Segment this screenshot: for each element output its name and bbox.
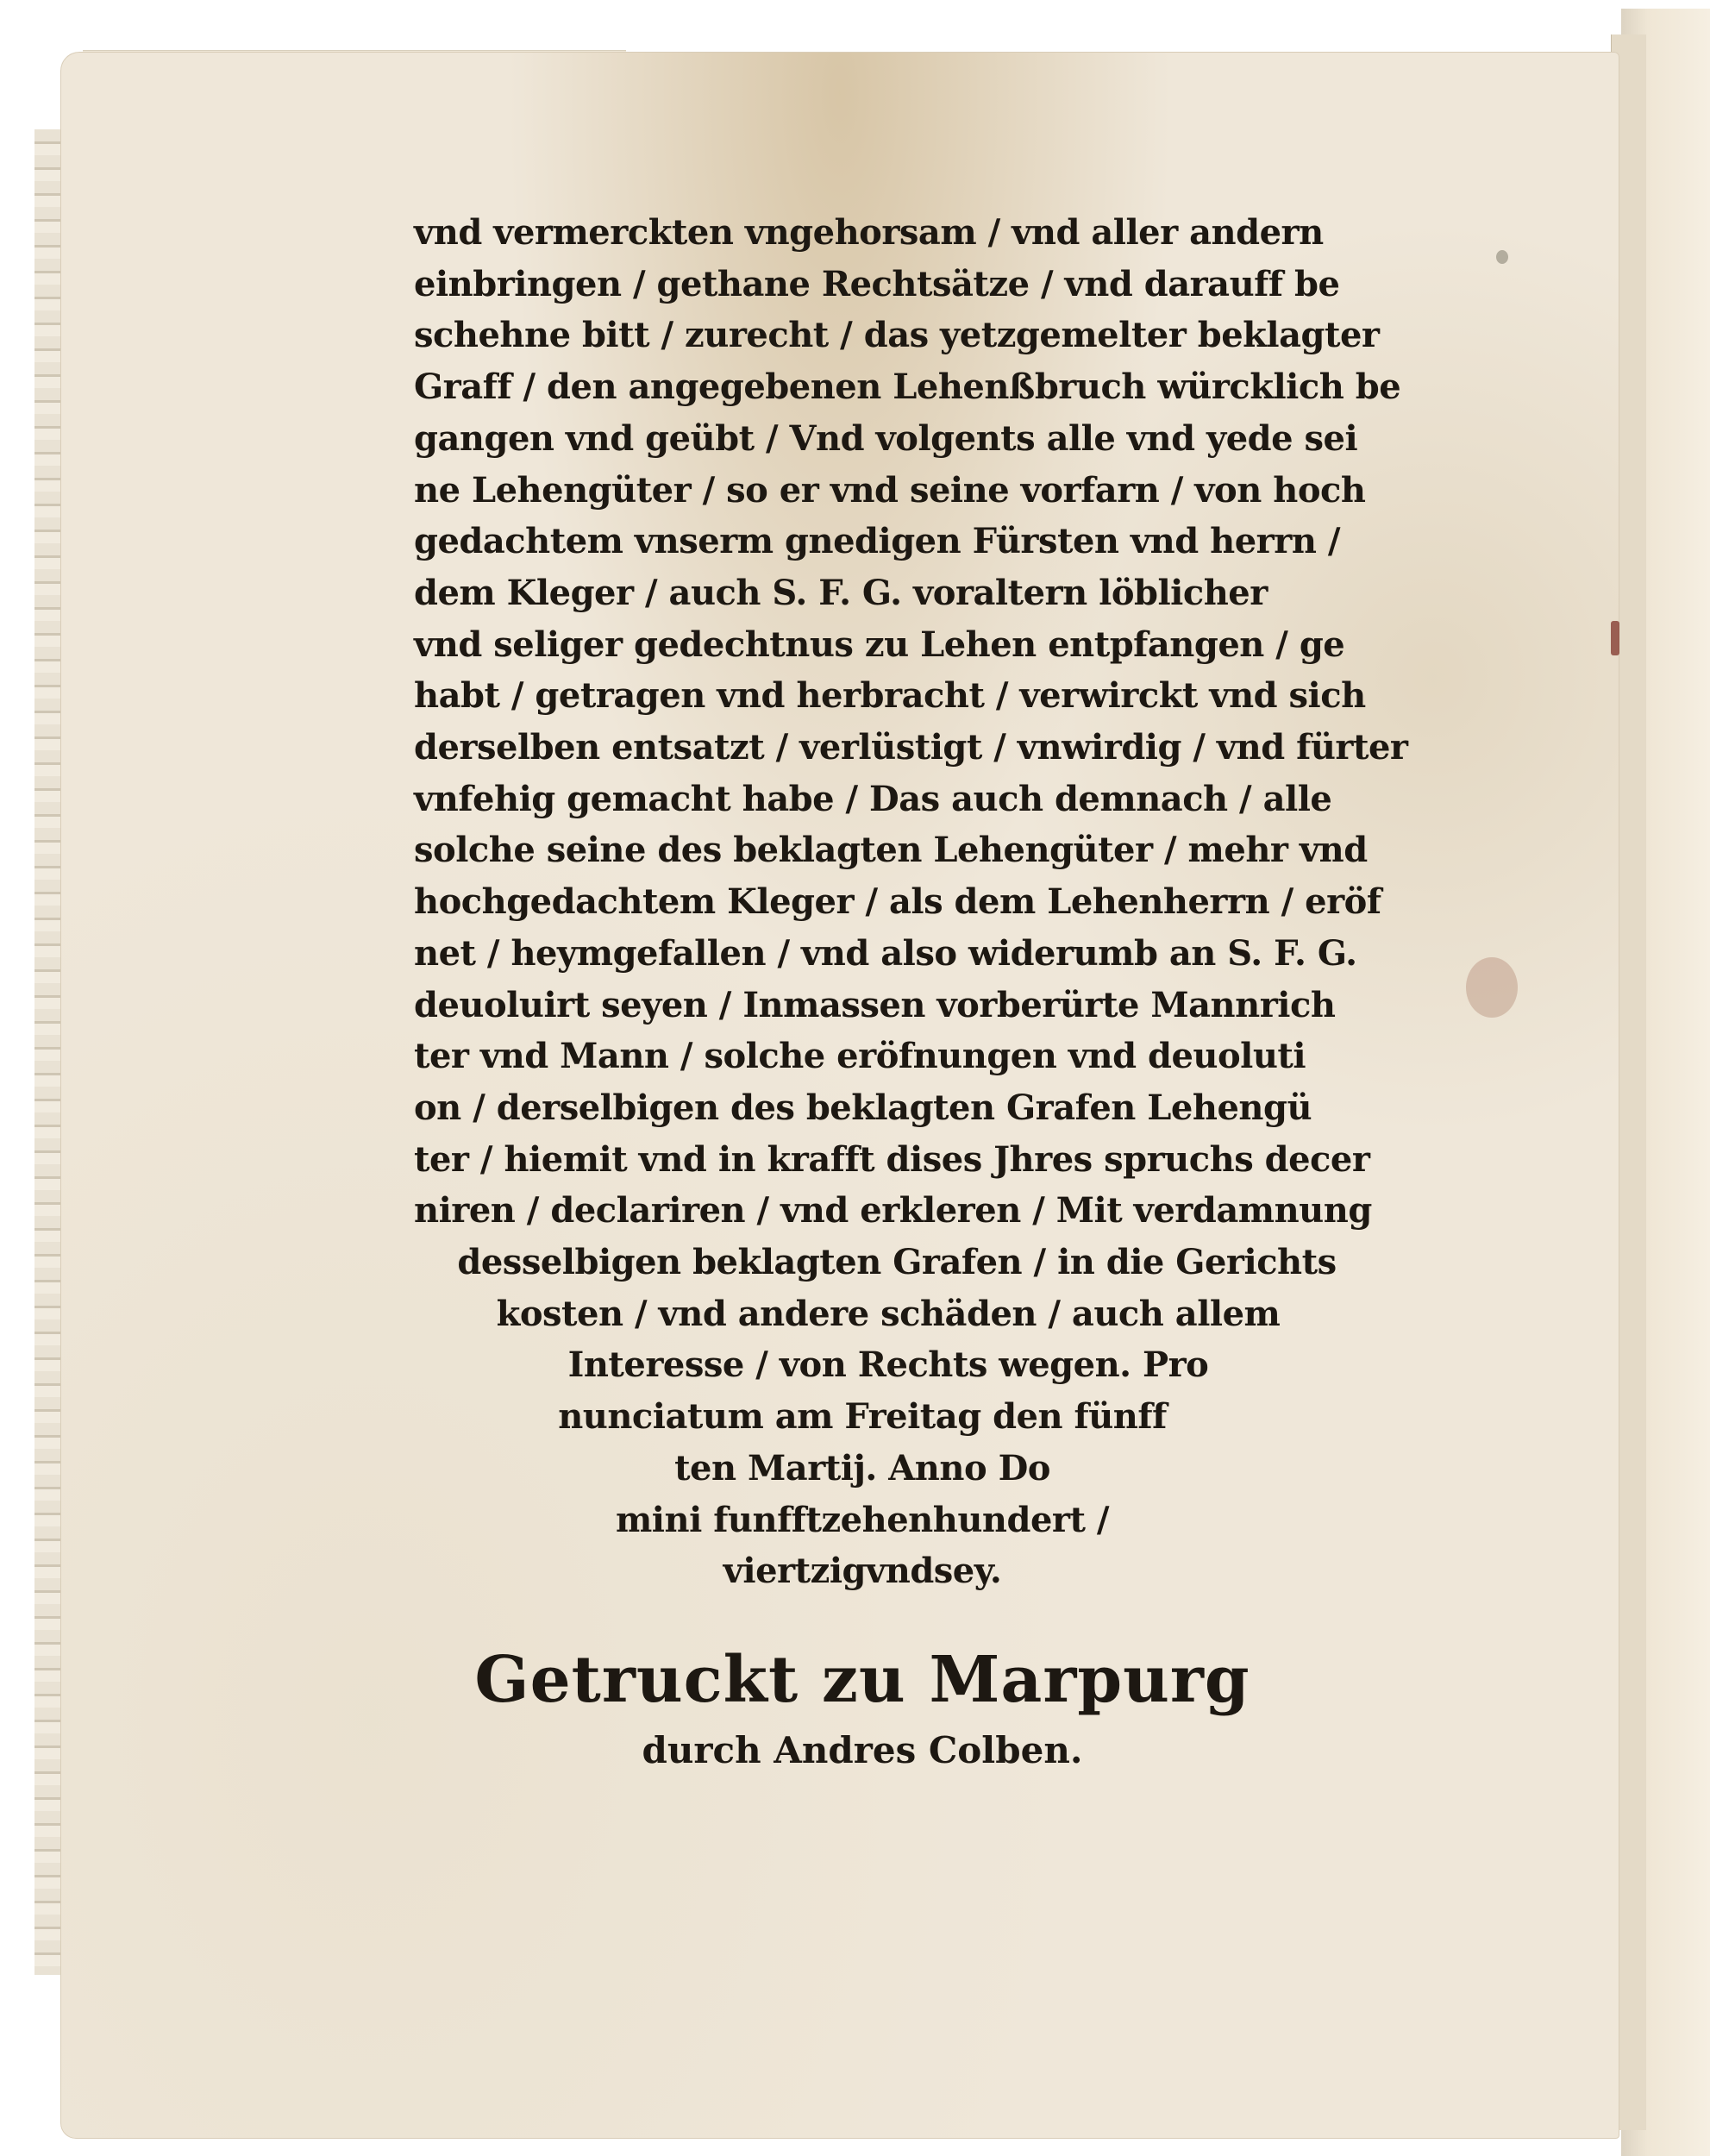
text-line: ter vnd Mann / solche eröfnungen vnd deuoluti xyxy=(414,1036,1306,1077)
text-line: ne Lehengüter / so er vnd seine vorfarn / von hoch xyxy=(414,469,1366,511)
text-line: Graff / den angegebenen Lehenßbruch würcklich be xyxy=(414,367,1401,408)
text-line: derselben entsatzt / verlüstigt / vnwirdig / vnd fürter xyxy=(414,727,1408,768)
text-line: desselbigen beklagten Grafen / in die Gerichts xyxy=(457,1242,1337,1283)
text-line: net / heymgefallen / vnd also widerumb an S. F. G. xyxy=(414,932,1357,974)
text-line: mini funfftzehenhundert / xyxy=(615,1499,1109,1540)
text-line: vnd seliger gedechtnus zu Lehen entpfangen / ge xyxy=(414,624,1345,665)
text-line: schehne bitt / zurecht / das yetzgemelter beklagter xyxy=(414,315,1380,356)
text-line: solche seine des beklagten Lehengüter / mehr vnd xyxy=(414,830,1368,871)
text-line: niren / declariren / vnd erkleren / Mit verdamnung xyxy=(414,1190,1372,1232)
body-text xyxy=(414,207,1500,1597)
text-line: einbringen / gethane Rechtsätze / vnd darauff be xyxy=(414,263,1340,304)
text-line: ter / hiemit vnd in krafft dises Jhres spruchs decer xyxy=(414,1138,1370,1180)
ink-stain xyxy=(1611,621,1619,655)
text-line: dem Kleger / auch S. F. G. voraltern löblicher xyxy=(414,572,1268,613)
text-line: hochgedachtem Kleger / als dem Lehenherrn / eröf xyxy=(414,881,1381,923)
imprint-title: Getruckt zu Marpurg xyxy=(474,1643,1250,1717)
text-line: vnd vermerckten vngehorsam / vnd aller andern xyxy=(414,212,1324,253)
text-line: ten Martij. Anno Do xyxy=(674,1447,1050,1489)
text-line: on / derselbigen des beklagten Grafen Lehengü xyxy=(414,1087,1312,1128)
text-line: Interesse / von Rechts wegen. Pro xyxy=(567,1344,1209,1386)
text-line: deuoluirt seyen / Inmassen vorberürte Mannrich xyxy=(414,984,1336,1025)
text-line: viertzigvndsey. xyxy=(723,1551,1002,1592)
text-line: vnfehig gemacht habe / Das auch demnach / alle xyxy=(414,778,1332,819)
imprint-printer: durch Andres Colben. xyxy=(642,1729,1083,1771)
text-line: nunciatum am Freitag den fünff xyxy=(558,1396,1167,1438)
text-line: gedachtem vnserm gnedigen Fürsten vnd herrn / xyxy=(414,521,1340,562)
text-line: habt / getragen vnd herbracht / verwirckt vnd sich xyxy=(414,675,1366,717)
text-line: gangen vnd geübt / Vnd volgents alle vnd yede sei xyxy=(414,417,1358,459)
text-line: kosten / vnd andere schäden / auch allem xyxy=(496,1293,1281,1334)
